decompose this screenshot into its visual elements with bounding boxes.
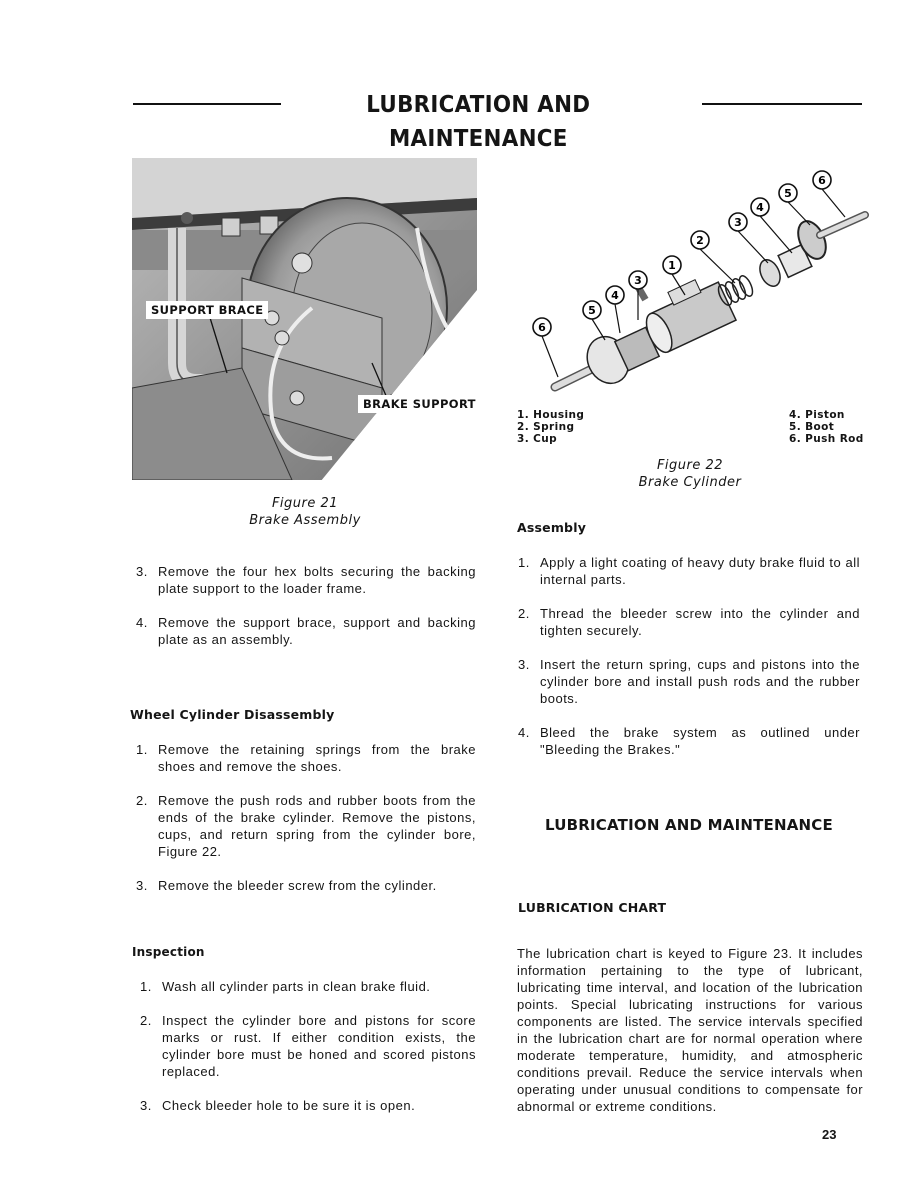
marker-leader-line	[788, 202, 810, 225]
marker-label: 1	[668, 259, 676, 272]
list-item: 2. Thread the bleeder screw into the cylinder and tighten securely.	[518, 606, 860, 638]
marker-label: 6	[538, 321, 546, 334]
parts-list-right	[789, 409, 864, 445]
list-item: 3. Check bleeder hole to be sure it is open.	[140, 1098, 416, 1113]
part-item: 2. Spring	[517, 421, 575, 433]
brake-cylinder-diagram	[520, 155, 870, 395]
marker-leader-line	[822, 189, 845, 217]
cup-right	[756, 257, 784, 290]
part-item: 6. Push Rod	[789, 433, 864, 445]
marker-leader-line	[700, 249, 735, 283]
list-item: 4. Bleed the brake system as outlined under "Bleeding the Brakes."	[518, 725, 860, 757]
marker-label: 5	[588, 304, 596, 317]
part-item: 5. Boot	[789, 421, 835, 433]
push-rod-right	[820, 215, 865, 235]
marker-leader-line	[592, 319, 605, 340]
marker-leader-line	[738, 231, 768, 263]
figure-number: Figure 21	[271, 496, 339, 511]
marker-label: 3	[634, 274, 642, 287]
brake-support-label: BRAKE SUPPORT	[358, 395, 481, 413]
header-rule-right	[702, 103, 862, 105]
marker-label: 4	[611, 289, 619, 302]
removal-steps	[136, 563, 476, 665]
assembly-heading: Assembly	[517, 520, 587, 535]
marker-leader-line	[615, 304, 620, 333]
marker-label: 2	[696, 234, 704, 247]
lubrication-chart-heading: LUBRICATION CHART	[518, 900, 667, 915]
figure-number: Figure 22	[656, 458, 724, 473]
marker-label: 3	[734, 216, 742, 229]
marker-leader-line	[760, 216, 792, 253]
section-title: LUBRICATION AND MAINTENANCE	[545, 816, 833, 834]
list-item: 3. Remove the bleeder screw from the cylinder.	[136, 878, 437, 893]
list-item: 4. Remove the support brace, support and backing plate as an assembly.	[136, 615, 476, 647]
list-item: 2. Inspect the cylinder bore and pistons for score marks or rust. If either condition exists, the cylinder bore must be honed and scored pistons replaced.	[140, 1013, 476, 1079]
list-item: 1. Apply a light coating of heavy duty brake fluid to all internal parts.	[518, 555, 860, 587]
marker-label: 4	[756, 201, 764, 214]
figure-21-caption	[215, 495, 395, 529]
figure-22-caption	[600, 457, 780, 491]
parts-list-left	[517, 409, 584, 445]
part-item: 4. Piston	[789, 409, 845, 421]
assembly-steps	[518, 554, 860, 775]
figure-title: Brake Cylinder	[638, 475, 742, 490]
disassembly-steps	[136, 741, 476, 911]
list-item: 1. Wash all cylinder parts in clean brake fluid.	[140, 979, 431, 994]
part-item: 1. Housing	[517, 409, 585, 421]
marker-label: 5	[784, 187, 792, 200]
support-brace-label: SUPPORT BRACE	[146, 301, 268, 319]
figure-title: Brake Assembly	[249, 513, 361, 528]
part-item: 3. Cup	[517, 433, 558, 445]
page-number: 23	[822, 1127, 837, 1142]
list-item: 3. Insert the return spring, cups and pistons into the cylinder bore and install push rods and the rubber boots.	[518, 657, 860, 706]
lubrication-chart-paragraph: The lubrication chart is keyed to Figure 23. It includes information pertaining to the type of lubricant, lubricating time interval, and location of the lubrication points. Special lubricating instructions for various components are listed. The service intervals specified in the lubrication chart are for normal operation where moderate temperature, humidity, and atmospheric conditions prevail. Reduce the service intervals when operating under unusual conditions to compensate for abnormal or extreme conditions.	[517, 946, 863, 1114]
marker-leader-line	[542, 336, 558, 377]
inspection-steps	[140, 978, 476, 1131]
list-item: 2. Remove the push rods and rubber boots from the ends of the brake cylinder. Remove the pistons, cups, and return spring from the cylinder bore, Figure 22.	[136, 793, 476, 859]
brake-assembly-photo	[132, 158, 477, 480]
header-rule-left	[133, 103, 281, 105]
list-item: 3. Remove the four hex bolts securing the backing plate support to the loader frame.	[136, 564, 476, 596]
marker-label: 6	[818, 174, 826, 187]
page-header	[133, 88, 862, 152]
list-item: 1. Remove the retaining springs from the brake shoes and remove the shoes.	[136, 742, 476, 774]
page-title: LUBRICATION AND MAINTENANCE	[366, 92, 591, 152]
inspection-heading: Inspection	[132, 945, 205, 959]
wheel-cylinder-disassembly-heading: Wheel Cylinder Disassembly	[130, 707, 335, 722]
